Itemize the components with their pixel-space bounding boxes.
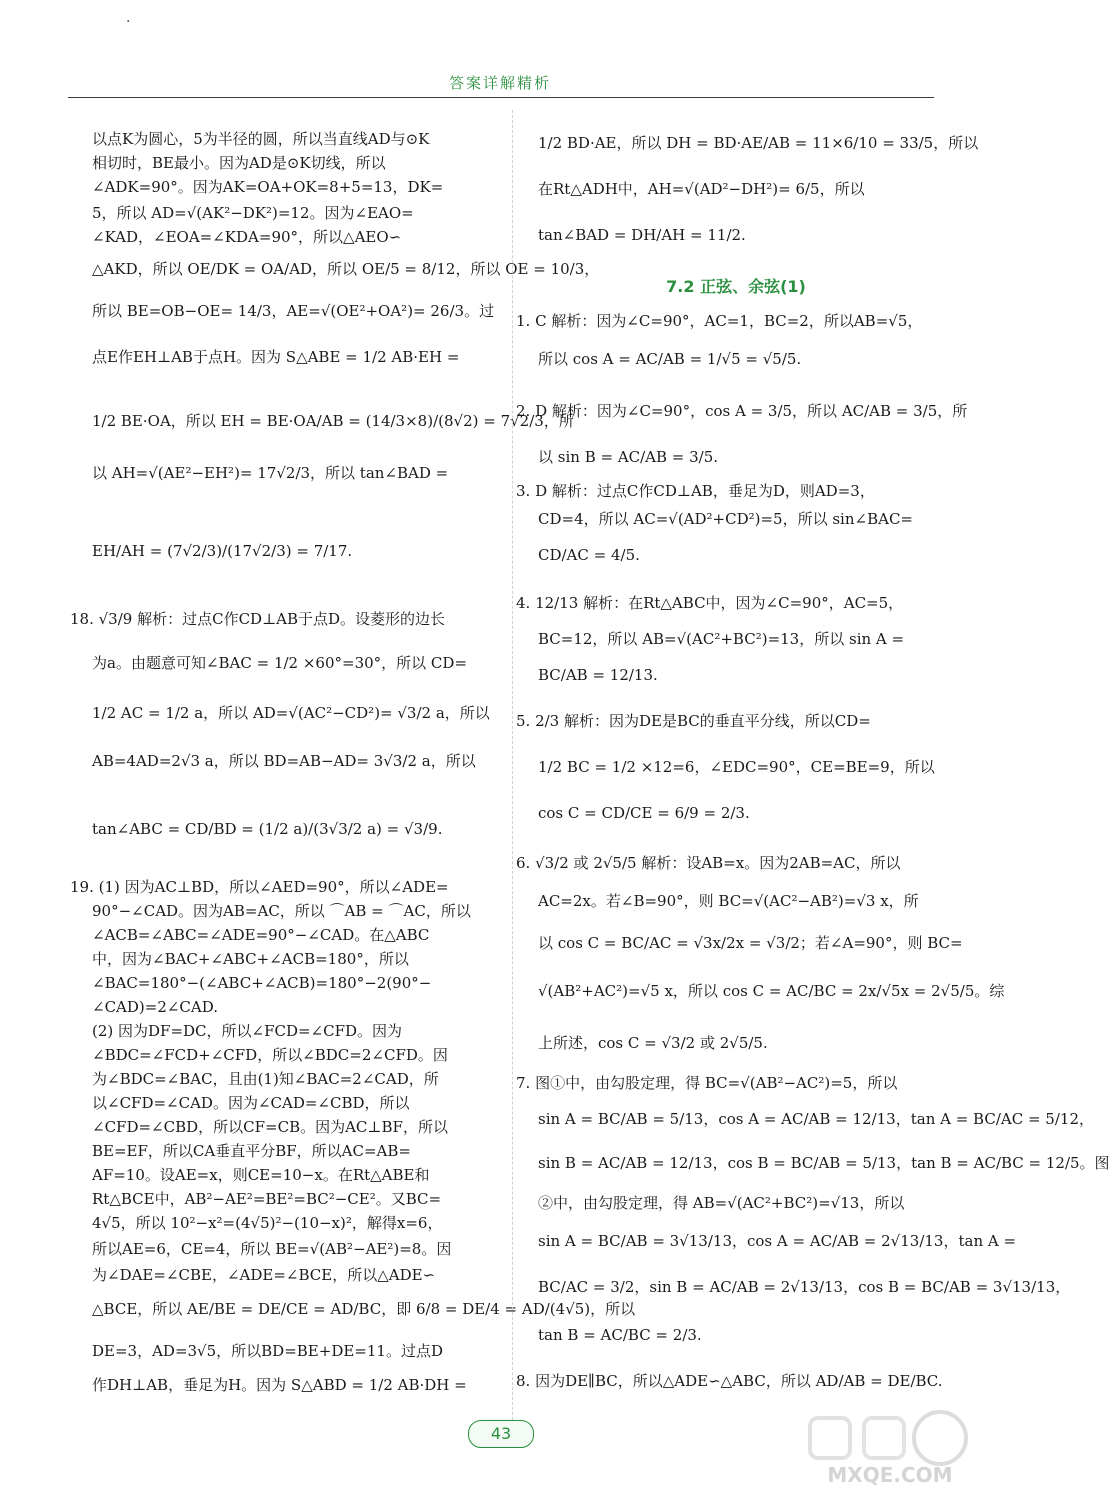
answer-7: 7. 图①中，由勾股定理，得 BC=√(AB²−AC²)=5，所以	[516, 1074, 898, 1092]
text-line: 为∠DAE=∠CBE，∠ADE=∠BCE，所以△ADE∽	[92, 1266, 436, 1284]
text-line: 90°−∠CAD。因为AB=AC，所以 ⌒AB = ⌒AC，所以	[92, 902, 471, 920]
text-line: ∠BDC=∠FCD+∠CFD，所以∠BDC=2∠CFD。因	[92, 1046, 448, 1064]
text-line: 5，所以 AD=√(AK²−DK²)=12。因为∠EAO=	[92, 204, 414, 222]
text-line: tan∠ABC = CD/BD = (1/2 a)/(3√3/2 a) = √3/9.	[92, 820, 443, 838]
text-line: 以 sin B = AC/AB = 3/5.	[538, 448, 719, 466]
answer-2: 2. D 解析：因为∠C=90°，cos A = 3/5，所以 AC/AB = 3/5，所	[516, 402, 968, 420]
text-line: 以 AH=√(AE²−EH²)= 17√2/3，所以 tan∠BAD =	[92, 464, 449, 482]
text-line: BC/AB = 12/13.	[538, 666, 658, 684]
answer-1: 1. C 解析：因为∠C=90°，AC=1，BC=2，所以AB=√5，	[516, 312, 923, 330]
text-line: 所以AE=6，CE=4，所以 BE=√(AB²−AE²)=8。因	[92, 1240, 452, 1258]
text-line: sin B = AC/AB = 12/13，cos B = BC/AB = 5/13，tan B = AC/BC = 12/5。图	[538, 1154, 1110, 1172]
text-line: ∠CFD=∠CBD，所以CF=CB。因为AC⊥BF，所以	[92, 1118, 448, 1136]
text-line: 点E作EH⊥AB于点H。因为 S△ABE = 1/2 AB·EH =	[92, 348, 460, 366]
text-line: 1/2 BD·AE，所以 DH = BD·AE/AB = 11×6/10 = 33/5，所以	[538, 134, 979, 152]
text-line: cos C = CD/CE = 6/9 = 2/3.	[538, 804, 750, 822]
text-line: √(AB²+AC²)=√5 x，所以 cos C = AC/BC = 2x/√5x = 2√5/5。综	[538, 982, 1005, 1000]
page-number: 43	[468, 1420, 534, 1448]
text-line: 1/2 BE·OA，所以 EH = BE·OA/AB = (14/3×8)/(8√2) = 7√2/3，所	[92, 412, 574, 430]
text-line: 以 cos C = BC/AC = √3x/2x = √3/2；若∠A=90°，则 BC=	[538, 934, 963, 952]
text-line: ②中，由勾股定理，得 AB=√(AC²+BC²)=√13，所以	[538, 1194, 905, 1212]
text-line: ∠BAC=180°−(∠ABC+∠ACB)=180°−2(90°−	[92, 974, 432, 992]
answer-4: 4. 12/13 解析：在Rt△ABC中，因为∠C=90°，AC=5，	[516, 594, 904, 612]
watermark-text: MXQE.COM	[827, 1463, 953, 1487]
column-divider	[512, 110, 513, 1420]
text-line: DE=3，AD=3√5，所以BD=BE+DE=11。过点D	[92, 1342, 443, 1360]
text-line: BC=12，所以 AB=√(AC²+BC²)=13，所以 sin A =	[538, 630, 905, 648]
text-line: 所以 BE=OB−OE= 14/3，AE=√(OE²+OA²)= 26/3。过	[92, 302, 495, 320]
text-line: ∠ADK=90°。因为AK=OA+OK=8+5=13，DK=	[92, 178, 444, 196]
answer-8: 8. 因为DE∥BC，所以△ADE∽△ABC，所以 AD/AB = DE/BC.	[516, 1372, 943, 1390]
text-line: AB=4AD=2√3 a，所以 BD=AB−AD= 3√3/2 a，所以	[92, 752, 476, 770]
text-line: △BCE，所以 AE/BE = DE/CE = AD/BC，即 6/8 = DE/4 = AD/(4√5)，所以	[92, 1300, 636, 1318]
text-line: 1/2 AC = 1/2 a，所以 AD=√(AC²−CD²)= √3/2 a，所以	[92, 704, 490, 722]
text-line: 以点K为圆心，5为半径的圆，所以当直线AD与⊙K	[92, 130, 430, 148]
text-line: AC=2x。若∠B=90°，则 BC=√(AC²−AB²)=√3 x，所	[538, 892, 919, 910]
text-line: 所以 cos A = AC/AB = 1/√5 = √5/5.	[538, 350, 802, 368]
text-line: 1/2 BC = 1/2 ×12=6，∠EDC=90°，CE=BE=9，所以	[538, 758, 935, 776]
text-line: tan∠BAD = DH/AH = 11/2.	[538, 226, 746, 244]
watermark-logo	[790, 1404, 990, 1488]
text-line: 上所述，cos C = √3/2 或 2√5/5.	[538, 1034, 768, 1052]
text-line: tan B = AC/BC = 2/3.	[538, 1326, 702, 1344]
text-line: sin A = BC/AB = 5/13，cos A = AC/AB = 12/13，tan A = BC/AC = 5/12，	[538, 1110, 1094, 1128]
text-line: ∠ACB=∠ABC=∠ADE=90°−∠CAD。在△ABC	[92, 926, 430, 944]
text-line: 相切时，BE最小。因为AD是⊙K切线，所以	[92, 154, 386, 172]
text-line: BC/AC = 3/2，sin B = AC/AB = 2√13/13，cos B = BC/AB = 3√13/13，	[538, 1278, 1071, 1296]
text-line: 作DH⊥AB，垂足为H。因为 S△ABD = 1/2 AB·DH =	[92, 1376, 467, 1394]
answer-3: 3. D 解析：过点C作CD⊥AB，垂足为D，则AD=3，	[516, 482, 875, 500]
text-line: 在Rt△ADH中，AH=√(AD²−DH²)= 6/5，所以	[538, 180, 865, 198]
text-line: 为a。由题意可知∠BAC = 1/2 ×60°=30°，所以 CD=	[92, 654, 468, 672]
answer-18: 18. √3/9 解析：过点C作CD⊥AB于点D。设菱形的边长	[70, 610, 446, 628]
text-line: CD/AC = 4/5.	[538, 546, 640, 564]
text-line: sin A = BC/AB = 3√13/13，cos A = AC/AB = 2√13/13，tan A =	[538, 1232, 1017, 1250]
text-line: 4√5，所以 10²−x²=(4√5)²−(10−x)²，解得x=6，	[92, 1214, 443, 1232]
text-line: (2) 因为DF=DC，所以∠FCD=∠CFD。因为	[92, 1022, 403, 1040]
text-line: ∠KAD，∠EOA=∠KDA=90°，所以△AEO∽	[92, 228, 402, 246]
text-line: 以∠CFD=∠CAD。因为∠CAD=∠CBD，所以	[92, 1094, 410, 1112]
header-rule	[68, 97, 934, 98]
text-line: BE=EF，所以CA垂直平分BF，所以AC=AB=	[92, 1142, 411, 1160]
text-line: 为∠BDC=∠BAC，且由(1)知∠BAC=2∠CAD，所	[92, 1070, 439, 1088]
text-line: AF=10。设AE=x，则CE=10−x。在Rt△ABE和	[92, 1166, 430, 1184]
text-line: 中，因为∠BAC+∠ABC+∠ACB=180°，所以	[92, 950, 409, 968]
answer-6: 6. √3/2 或 2√5/5 解析：设AB=x。因为2AB=AC，所以	[516, 854, 901, 872]
text-line: EH/AH = (7√2/3)/(17√2/3) = 7/17.	[92, 542, 353, 560]
text-line: CD=4，所以 AC=√(AD²+CD²)=5，所以 sin∠BAC=	[538, 510, 913, 528]
answer-19: 19. (1) 因为AC⊥BD，所以∠AED=90°，所以∠ADE=	[70, 878, 449, 896]
section-title: 7.2 正弦、余弦(1)	[666, 277, 806, 296]
answer-5: 5. 2/3 解析：因为DE是BC的垂直平分线，所以CD=	[516, 712, 871, 730]
text-line: Rt△BCE中，AB²−AE²=BE²=BC²−CE²。又BC=	[92, 1190, 442, 1208]
text-line: ∠CAD)=2∠CAD.	[92, 998, 219, 1016]
margin-mark: ·	[126, 14, 131, 30]
page-header: 答案详解精析	[448, 74, 551, 92]
text-line: △AKD，所以 OE/DK = OA/AD，所以 OE/5 = 8/12，所以 OE = 10/3，	[92, 260, 600, 278]
